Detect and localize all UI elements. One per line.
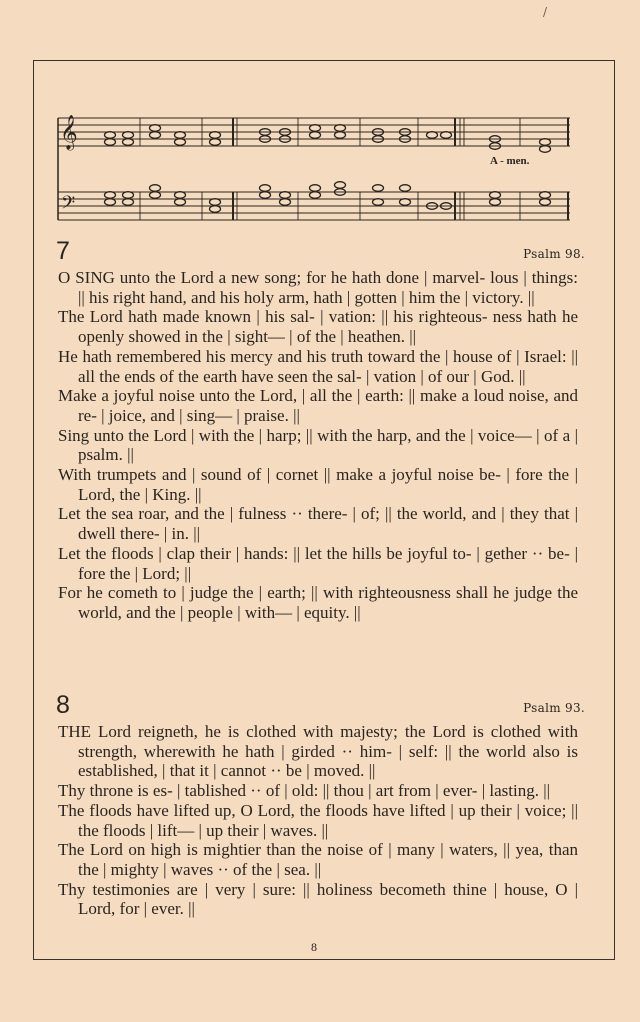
- verse: He hath remembered his mercy and his truth toward the | house of | Israel: || all the ends of the earth have seen the sal- | vation | of our | God. ||: [58, 346, 578, 386]
- psalm-7-header: [56, 237, 585, 268]
- psalm-number: 7: [56, 237, 70, 265]
- verse: Let the floods | clap their | hands: || let the hills be joyful to- | gether ·· be- | fore the | Lord; ||: [58, 543, 578, 583]
- verse: The floods have lifted up, O Lord, the floods have lifted | up their | voice; || the floods | lift— | up their | waves. ||: [58, 800, 578, 840]
- corner-mark: /: [543, 5, 548, 19]
- verse: The Lord on high is mightier than the noise of | many | waters, || yea, than the | mighty | waves ·· of the | sea. ||: [58, 840, 578, 879]
- psalm-8: [56, 691, 585, 919]
- psalm-8-header: [56, 691, 585, 722]
- amen-lyric: A - men.: [490, 155, 530, 167]
- verse: With trumpets and | sound of | cornet || make a joyful noise be- | fore the | Lord, the | King. ||: [58, 465, 578, 504]
- svg-text:𝄢: 𝄢: [61, 193, 76, 218]
- svg-text:𝄞: 𝄞: [60, 115, 78, 150]
- verse: Let the sea roar, and the | fulness ·· there- | of; || the world, and | they that | dwell there- | in. ||: [58, 504, 578, 544]
- verse: For he cometh to | judge the | earth; || with righteousness shall he judge the world, and the | people | with— | equity. ||: [58, 583, 578, 622]
- psalm-7: [56, 237, 585, 623]
- verse: O SING unto the Lord a new song; for he hath done | marvel- lous | things: || his right hand, and his holy arm, hath | gotten | him the | victory. ||: [58, 268, 578, 307]
- verse: Thy testimonies are | very | sure: || holiness becometh thine | house, O | Lord, for | ever. ||: [58, 879, 578, 919]
- verse-list: [58, 268, 578, 623]
- psalm-reference: Psalm 98.: [523, 247, 585, 261]
- music-score: [50, 112, 570, 230]
- psalm-number: 8: [56, 691, 70, 719]
- psalm-reference: Psalm 93.: [523, 701, 585, 715]
- verse: THE Lord reigneth, he is clothed with majesty; the Lord is clothed with strength, wherewith he hath | girded ·· him- | self: || the world also is established, | that it | cannot ·· be | moved. ||: [58, 722, 578, 781]
- page-number: 8: [311, 940, 317, 954]
- verse: Sing unto the Lord | with the | harp; || with the harp, and the | voice— | of a | psalm. ||: [58, 425, 578, 465]
- verse: Thy throne is es- | tablished ·· of | old: || thou | art from | ever- | lasting. ||: [58, 781, 551, 801]
- verse: Make a joyful noise unto the Lord, | all the | earth: || make a loud noise, and re- | joice, and | sing— | praise. ||: [58, 386, 578, 425]
- verse-list: [58, 722, 578, 919]
- verse: The Lord hath made known | his sal- | vation: || his righteous- ness hath he openly showed in the | sight— | of the | heathen. ||: [58, 307, 578, 347]
